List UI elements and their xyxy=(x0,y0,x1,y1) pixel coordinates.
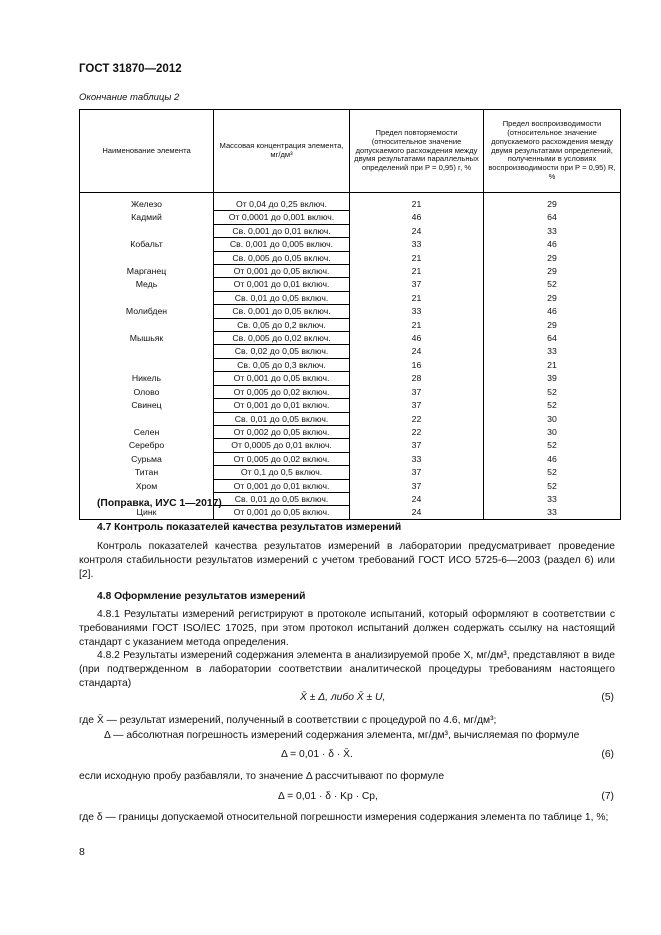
cell-element xyxy=(80,251,214,264)
cell-element: Титан xyxy=(80,466,214,479)
cell-element xyxy=(80,412,214,425)
cell-repeatability: 16 xyxy=(350,358,484,371)
cell-reproducibility: 33 xyxy=(484,492,621,505)
cell-concentration: Св. 0,02 до 0,05 включ. xyxy=(214,345,350,358)
cell-element: Молибден xyxy=(80,305,214,318)
paragraph-4-8-1: 4.8.1 Результаты измерений регистрируют в протоколе испытаний, который оформляют в соответствии с требованиями ГОСТ ISO/IEC 17025, при этом протокол испытаний должен содержать ссылку на настоящий стандарт с указанием метода определения. xyxy=(79,609,615,648)
cell-element: Селен xyxy=(80,425,214,438)
cell-element: Медь xyxy=(80,278,214,291)
table-row xyxy=(80,305,621,318)
table-body xyxy=(80,193,621,520)
cell-repeatability: 37 xyxy=(350,385,484,398)
cell-repeatability: 24 xyxy=(350,492,484,505)
amendment-note: (Поправка, ИУС 1—2017) xyxy=(97,498,222,509)
cell-reproducibility: 29 xyxy=(484,318,621,331)
cell-reproducibility: 29 xyxy=(484,291,621,304)
cell-concentration: От 0,005 до 0,02 включ. xyxy=(214,385,350,398)
equation-6: Δ = 0,01 · δ · X̄. xyxy=(281,749,353,760)
section-4-7-heading: 4.7 Контроль показателей качества результатов измерений xyxy=(97,522,402,533)
cell-reproducibility: 39 xyxy=(484,372,621,385)
cell-concentration: От 0,001 до 0,01 включ. xyxy=(214,399,350,412)
cell-reproducibility: 33 xyxy=(484,345,621,358)
cell-concentration: От 0,005 до 0,02 включ. xyxy=(214,452,350,465)
table-header-row xyxy=(80,110,621,193)
cell-repeatability: 24 xyxy=(350,506,484,519)
cell-repeatability: 28 xyxy=(350,372,484,385)
table-row xyxy=(80,466,621,479)
cell-element: Олово xyxy=(80,385,214,398)
cell-reproducibility: 46 xyxy=(484,238,621,251)
column-header-repeatability: Предел повторяемости (относительное значение допускаемого расхождения между двумя результатами параллельных определений при P = 0,95) r, % xyxy=(350,110,484,193)
concentration-table xyxy=(79,109,621,520)
column-header-concentration: Массовая концентрация элемента, мг/дм³ xyxy=(214,110,350,193)
table-row xyxy=(80,358,621,371)
cell-reproducibility: 46 xyxy=(484,305,621,318)
cell-reproducibility: 30 xyxy=(484,425,621,438)
cell-concentration: Св. 0,01 до 0,05 включ. xyxy=(214,492,350,505)
cell-reproducibility: 33 xyxy=(484,224,621,237)
table-caption: Окончание таблицы 2 xyxy=(79,92,180,103)
cell-element: Никель xyxy=(80,372,214,385)
cell-element: Свинец xyxy=(80,399,214,412)
cell-concentration: Св. 0,05 до 0,2 включ. xyxy=(214,318,350,331)
table-row xyxy=(80,412,621,425)
where-x-bar: где X̄ — результат измерений, полученный в соответствии с процедурой по 4.6, мг/дм³; xyxy=(79,715,497,726)
table-row xyxy=(80,345,621,358)
equation-5-number: (5) xyxy=(601,692,614,703)
cell-element: Серебро xyxy=(80,439,214,452)
cell-reproducibility: 30 xyxy=(484,412,621,425)
table-row xyxy=(80,425,621,438)
cell-element: Кобальт xyxy=(80,238,214,251)
cell-reproducibility: 29 xyxy=(484,251,621,264)
section-4-8-heading: 4.8 Оформление результатов измерений xyxy=(97,591,306,602)
cell-concentration: От 0,001 до 0,05 включ. xyxy=(214,506,350,519)
table-row xyxy=(80,198,621,211)
cell-repeatability: 33 xyxy=(350,305,484,318)
cell-reproducibility: 52 xyxy=(484,479,621,492)
cell-repeatability: 21 xyxy=(350,251,484,264)
cell-repeatability: 37 xyxy=(350,479,484,492)
cell-concentration: От 0,04 до 0,25 включ. xyxy=(214,198,350,211)
cell-reproducibility: 52 xyxy=(484,399,621,412)
where-delta: Δ — абсолютная погрешность измерений содержания элемента, мг/дм³, вычисляемая по формуле xyxy=(104,730,580,741)
cell-reproducibility: 52 xyxy=(484,278,621,291)
table-row xyxy=(80,452,621,465)
cell-concentration: От 0,0001 до 0,001 включ. xyxy=(214,211,350,224)
cell-repeatability: 21 xyxy=(350,265,484,278)
cell-repeatability: 46 xyxy=(350,332,484,345)
table-row xyxy=(80,479,621,492)
equation-5: X̄ ± Δ, либо X̄ ± U, xyxy=(300,692,386,703)
cell-concentration: Св. 0,05 до 0,3 включ. xyxy=(214,358,350,371)
cell-element: Кадмий xyxy=(80,211,214,224)
column-header-reproducibility: Предел воспроизводимости (относительное значение допускаемого расхождения между двумя результатами определений, полученными в условиях воспроизводимости при P = 0,95) R, % xyxy=(484,110,621,193)
cell-repeatability: 37 xyxy=(350,278,484,291)
cell-repeatability: 24 xyxy=(350,345,484,358)
table-row xyxy=(80,278,621,291)
cell-repeatability: 33 xyxy=(350,452,484,465)
cell-repeatability: 46 xyxy=(350,211,484,224)
table-row xyxy=(80,372,621,385)
cell-reproducibility: 29 xyxy=(484,198,621,211)
cell-reproducibility: 52 xyxy=(484,385,621,398)
cell-concentration: Св. 0,001 до 0,01 включ. xyxy=(214,224,350,237)
cell-reproducibility: 46 xyxy=(484,452,621,465)
cell-concentration: Св. 0,001 до 0,005 включ. xyxy=(214,238,350,251)
cell-reproducibility: 21 xyxy=(484,358,621,371)
cell-reproducibility: 29 xyxy=(484,265,621,278)
cell-repeatability: 37 xyxy=(350,399,484,412)
cell-repeatability: 24 xyxy=(350,224,484,237)
cell-concentration: Св. 0,001 до 0,05 включ. xyxy=(214,305,350,318)
cell-element: Железо xyxy=(80,198,214,211)
cell-element xyxy=(80,224,214,237)
section-4-7-text: Контроль показателей качества результатов измерений в лаборатории предусматривает проведение контроля стабильности результатов измерений с учетом требований ГОСТ ИСО 5725-6—2003 (раздел 6) или [2]. xyxy=(79,541,615,580)
table-row xyxy=(80,224,621,237)
cell-repeatability: 21 xyxy=(350,291,484,304)
table-row xyxy=(80,251,621,264)
cell-reproducibility: 64 xyxy=(484,332,621,345)
cell-element xyxy=(80,345,214,358)
column-header-element: Наименование элемента xyxy=(80,110,214,193)
cell-repeatability: 37 xyxy=(350,466,484,479)
cell-concentration: Св. 0,01 до 0,05 включ. xyxy=(214,412,350,425)
cell-concentration: Св. 0,005 до 0,02 включ. xyxy=(214,332,350,345)
cell-element: Марганец xyxy=(80,265,214,278)
equation-7: Δ = 0,01 · δ · Kр · Cр, xyxy=(278,791,378,802)
cell-reproducibility: 64 xyxy=(484,211,621,224)
cell-concentration: От 0,001 до 0,05 включ. xyxy=(214,372,350,385)
cell-element: Хром xyxy=(80,479,214,492)
table-row xyxy=(80,238,621,251)
table-row xyxy=(80,318,621,331)
cell-repeatability: 37 xyxy=(350,439,484,452)
cell-element: Цинк xyxy=(80,506,214,519)
table-row xyxy=(80,211,621,224)
table-row xyxy=(80,399,621,412)
table-row xyxy=(80,332,621,345)
cell-concentration: От 0,001 до 0,01 включ. xyxy=(214,479,350,492)
cell-repeatability: 21 xyxy=(350,198,484,211)
cell-element: Мышьяк xyxy=(80,332,214,345)
table-row xyxy=(80,385,621,398)
cell-element xyxy=(80,291,214,304)
table-row xyxy=(80,291,621,304)
cell-concentration: От 0,002 до 0,05 включ. xyxy=(214,425,350,438)
cell-concentration: От 0,001 до 0,05 включ. xyxy=(214,265,350,278)
cell-element xyxy=(80,358,214,371)
document-code: ГОСТ 31870—2012 xyxy=(79,63,182,75)
equation-7-number: (7) xyxy=(601,791,614,802)
cell-concentration: Св. 0,01 до 0,05 включ. xyxy=(214,291,350,304)
cell-reproducibility: 33 xyxy=(484,506,621,519)
cell-concentration: От 0,001 до 0,01 включ. xyxy=(214,278,350,291)
cell-repeatability: 22 xyxy=(350,412,484,425)
cell-concentration: Св. 0,005 до 0,05 включ. xyxy=(214,251,350,264)
page-number: 8 xyxy=(79,846,85,858)
cell-element xyxy=(80,318,214,331)
cell-concentration: От 0,1 до 0,5 включ. xyxy=(214,466,350,479)
equation-6-number: (6) xyxy=(601,749,614,760)
paragraph-4-8-2: 4.8.2 Результаты измерений содержания элемента в анализируемой пробе X, мг/дм³, представляют в виде (при подтвержденном в лаборатории соответствии аналитической процедуры требованиям настоящего стандарта) xyxy=(79,650,615,689)
cell-repeatability: 21 xyxy=(350,318,484,331)
cell-reproducibility: 52 xyxy=(484,466,621,479)
cell-repeatability: 22 xyxy=(350,425,484,438)
cell-reproducibility: 52 xyxy=(484,439,621,452)
dilution-text: если исходную пробу разбавляли, то значение Δ рассчитывают по формуле xyxy=(79,771,445,782)
cell-concentration: От 0,0005 до 0,01 включ. xyxy=(214,439,350,452)
cell-repeatability: 33 xyxy=(350,238,484,251)
where-delta-small: где δ — границы допускаемой относительной погрешности измерения содержания элемента по таблице 1, %; xyxy=(79,812,609,823)
table-row xyxy=(80,265,621,278)
table-row xyxy=(80,439,621,452)
cell-element: Сурьма xyxy=(80,452,214,465)
